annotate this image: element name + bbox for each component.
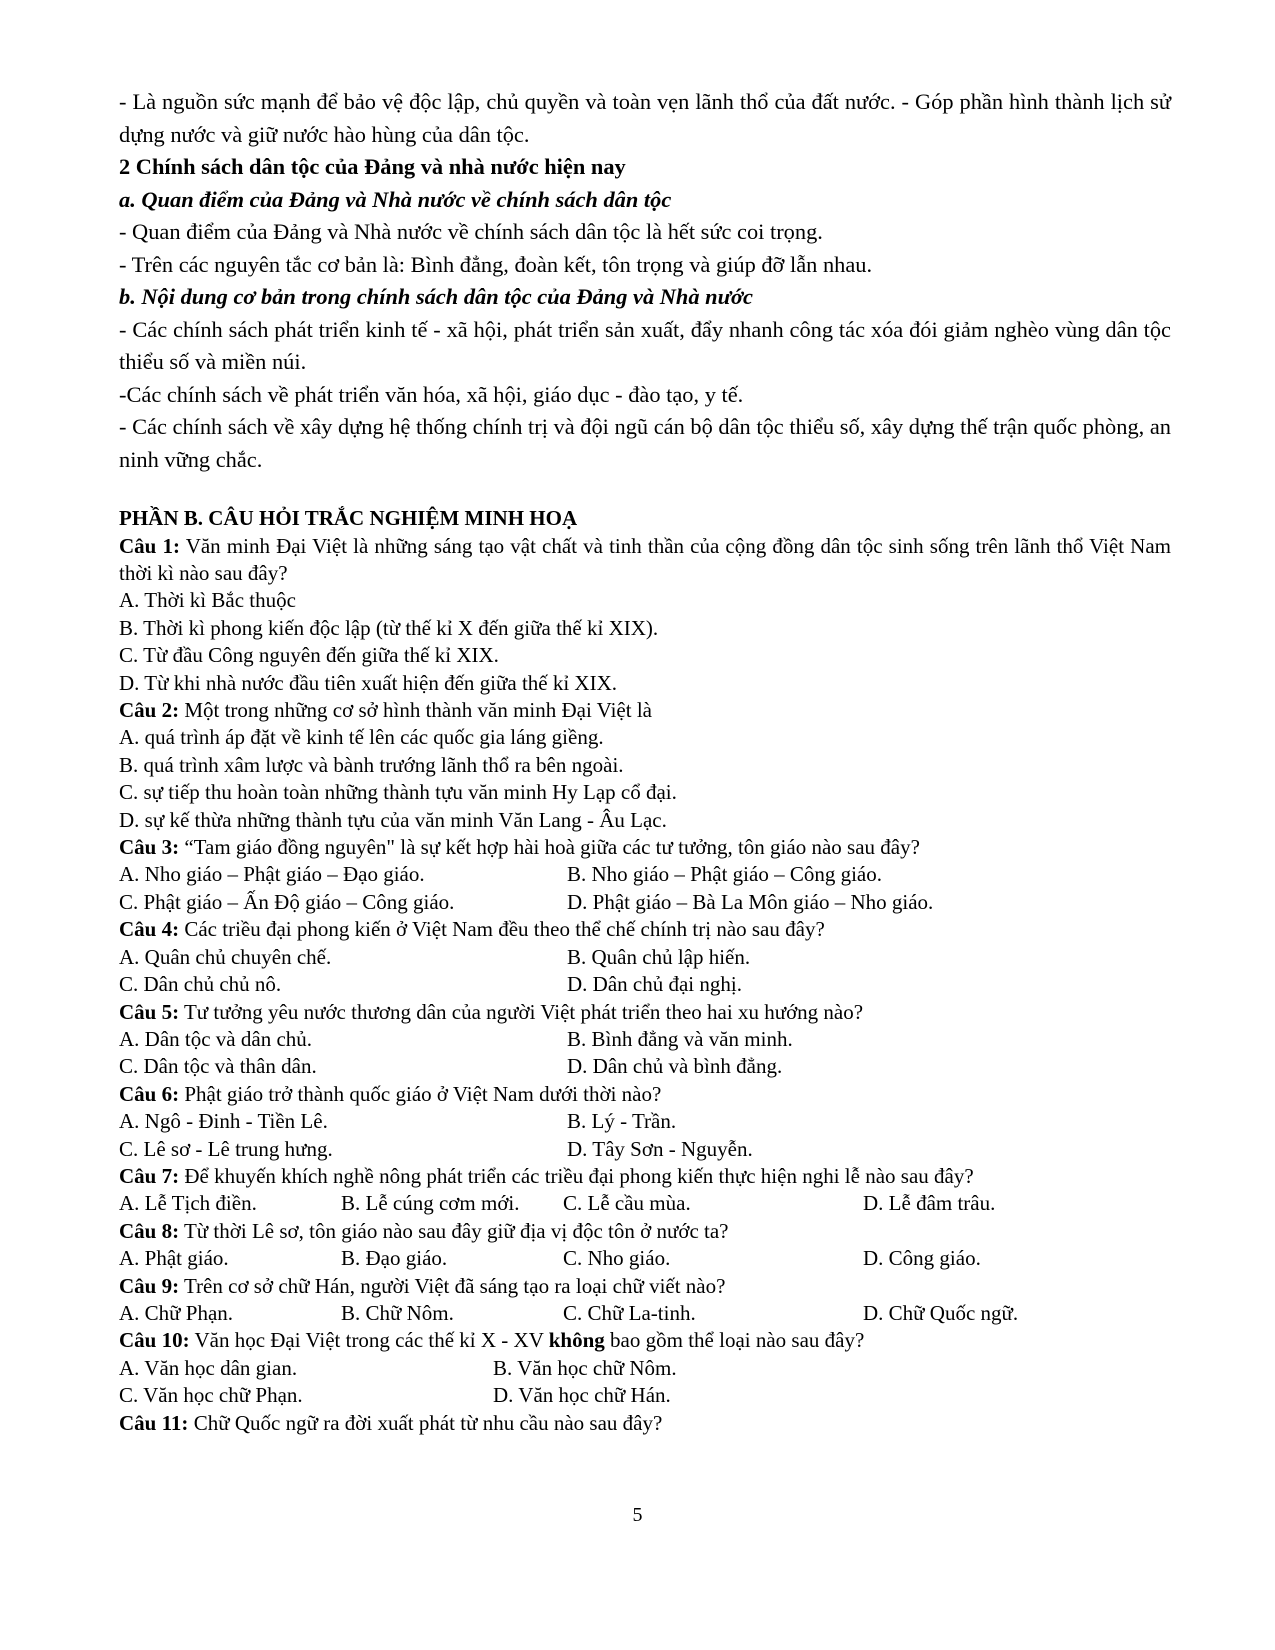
option-a: A. Ngô - Đinh - Tiền Lê. bbox=[119, 1109, 328, 1134]
paragraph: - Các chính sách về xây dựng hệ thống chính trị và đội ngũ cán bộ dân tộc thiểu số, xây dựng thế trận quốc phòng, an ninh vững chắc. bbox=[119, 414, 1171, 472]
question-label: Câu 11: bbox=[119, 1410, 189, 1435]
question-text: Phật giáo trở thành quốc giáo ở Việt Nam dưới thời nào? bbox=[179, 1081, 662, 1106]
question-text: Trên cơ sở chữ Hán, người Việt đã sáng tạo ra loại chữ viết nào? bbox=[179, 1273, 726, 1298]
question-text: Văn minh Đại Việt là những sáng tạo vật chất và tinh thần của cộng đồng dân tộc sinh sống trên lãnh thổ Việt Nam thời kì nào sau đây? bbox=[119, 533, 1171, 585]
question-text: Chữ Quốc ngữ ra đời xuất phát từ nhu cầu nào sau đây? bbox=[188, 1410, 663, 1435]
page-number: 5 bbox=[632, 1504, 643, 1526]
quiz-section bbox=[119, 504, 1171, 1437]
option-a: A. quá trình áp đặt về kinh tế lên các quốc gia láng giềng. bbox=[119, 725, 604, 750]
option-b: B. Đạo giáo. bbox=[341, 1246, 448, 1271]
question-11 bbox=[119, 1410, 1171, 1437]
option-d: D. Chữ Quốc ngữ. bbox=[863, 1300, 1019, 1325]
options-grid bbox=[119, 1108, 1171, 1163]
question-4 bbox=[119, 916, 1171, 943]
section-heading: 2 Chính sách dân tộc của Đảng và nhà nước hiện nay bbox=[119, 154, 626, 179]
options-grid bbox=[119, 1355, 1171, 1410]
option-c: C. Lê sơ - Lê trung hưng. bbox=[119, 1136, 333, 1161]
document-page bbox=[119, 86, 1171, 1437]
paragraph: - Trên các nguyên tắc cơ bản là: Bình đẳng, đoàn kết, tôn trọng và giúp đỡ lẫn nhau. bbox=[119, 251, 873, 277]
question-3 bbox=[119, 834, 1171, 861]
option-c: C. Lễ cầu mùa. bbox=[563, 1191, 691, 1216]
question-text: “Tam giáo đồng nguyên" là sự kết hợp hài hoà giữa các tư tưởng, tôn giáo nào sau đây? bbox=[179, 835, 920, 860]
option-b: B. Văn học chữ Nôm. bbox=[493, 1355, 677, 1380]
options-grid bbox=[119, 944, 1171, 999]
quiz-title: PHẦN B. CÂU HỎI TRẮC NGHIỆM MINH HOẠ bbox=[119, 506, 578, 530]
option-d: D. Dân chủ và bình đẳng. bbox=[567, 1054, 783, 1079]
option-b: B. Quân chủ lập hiến. bbox=[567, 944, 751, 969]
option-b: B. Bình đẳng và văn minh. bbox=[567, 1026, 793, 1051]
option-c: C. Dân chủ chủ nô. bbox=[119, 972, 282, 997]
option-c: C. Chữ La-tinh. bbox=[563, 1300, 696, 1325]
option-c: C. Phật giáo – Ấn Độ giáo – Công giáo. bbox=[119, 889, 455, 914]
question-label: Câu 4: bbox=[119, 917, 180, 942]
question-2 bbox=[119, 697, 1171, 724]
question-8 bbox=[119, 1218, 1171, 1245]
option-c: C. Văn học chữ Phạn. bbox=[119, 1383, 303, 1408]
option-a: A. Chữ Phạn. bbox=[119, 1300, 234, 1325]
option-a: A. Phật giáo. bbox=[119, 1246, 229, 1271]
subsection-heading-a: a. Quan điểm của Đảng và Nhà nước về chính sách dân tộc bbox=[119, 186, 672, 212]
subsection-heading-b: b. Nội dung cơ bản trong chính sách dân tộc của Đảng và Nhà nước bbox=[119, 284, 754, 309]
question-text: Để khuyến khích nghề nông phát triển các triều đại phong kiến thực hiện nghi lễ nào sau đây? bbox=[179, 1163, 974, 1188]
option-d: D. Dân chủ đại nghị. bbox=[567, 972, 742, 997]
paragraph: - Là nguồn sức mạnh để bảo vệ độc lập, chủ quyền và toàn vẹn lãnh thổ của đất nước. - Góp phần hình thành lịch sử dựng nước và giữ nước hào hùng của dân tộc. bbox=[119, 89, 1171, 147]
question-10 bbox=[119, 1327, 1171, 1354]
paragraph: - Các chính sách phát triển kinh tế - xã hội, phát triển sản xuất, đẩy nhanh công tác xóa đói giảm nghèo vùng dân tộc thiểu số và miền núi. bbox=[119, 316, 1171, 374]
option-d: D. Từ khi nhà nước đầu tiên xuất hiện đến giữa thế kỉ XIX. bbox=[119, 670, 618, 695]
question-1 bbox=[119, 533, 1171, 588]
question-label: Câu 10: bbox=[119, 1328, 190, 1353]
question-6 bbox=[119, 1081, 1171, 1108]
question-text: Văn học Đại Việt trong các thế kỉ X - XV bbox=[189, 1328, 549, 1353]
option-c: C. Dân tộc và thân dân. bbox=[119, 1054, 317, 1079]
question-9 bbox=[119, 1273, 1171, 1300]
option-c: C. Từ đầu Công nguyên đến giữa thế kỉ XIX. bbox=[119, 643, 499, 668]
option-d: D. Văn học chữ Hán. bbox=[493, 1383, 671, 1408]
option-a: A. Lễ Tịch điền. bbox=[119, 1191, 257, 1216]
options-grid bbox=[119, 1300, 1171, 1327]
option-b: B. Lý - Trần. bbox=[567, 1109, 677, 1134]
option-b: B. Chữ Nôm. bbox=[341, 1300, 454, 1325]
question-label: Câu 9: bbox=[119, 1273, 180, 1298]
paragraph: - Quan điểm của Đảng và Nhà nước về chính sách dân tộc là hết sức coi trọng. bbox=[119, 219, 823, 244]
section-ethnic-policy bbox=[119, 86, 1171, 476]
option-b: B. Thời kì phong kiến độc lập (từ thế kỉ X đến giữa thế kỉ XIX). bbox=[119, 615, 659, 640]
question-label: Câu 7: bbox=[119, 1163, 180, 1188]
question-label: Câu 3: bbox=[119, 835, 180, 860]
question-label: Câu 5: bbox=[119, 999, 180, 1024]
option-d: D. sự kế thừa những thành tựu của văn minh Văn Lang - Âu Lạc. bbox=[119, 807, 667, 832]
options-grid bbox=[119, 1245, 1171, 1272]
options-grid bbox=[119, 1190, 1171, 1217]
option-b: B. Nho giáo – Phật giáo – Công giáo. bbox=[567, 862, 882, 887]
emphasis-word: không bbox=[548, 1328, 605, 1353]
option-b: B. quá trình xâm lược và bành trướng lãnh thổ ra bên ngoài. bbox=[119, 752, 624, 777]
question-text: bao gồm thể loại nào sau đây? bbox=[604, 1328, 865, 1353]
option-c: C. sự tiếp thu hoàn toàn những thành tựu văn minh Hy Lạp cổ đại. bbox=[119, 780, 677, 805]
option-c: C. Nho giáo. bbox=[563, 1246, 671, 1271]
question-label: Câu 8: bbox=[119, 1218, 180, 1243]
question-5 bbox=[119, 999, 1171, 1026]
option-a: A. Văn học dân gian. bbox=[119, 1355, 298, 1380]
question-label: Câu 2: bbox=[119, 698, 180, 723]
options-grid bbox=[119, 861, 1171, 916]
option-a: A. Thời kì Bắc thuộc bbox=[119, 588, 296, 613]
option-d: D. Lễ đâm trâu. bbox=[863, 1191, 996, 1216]
question-7 bbox=[119, 1163, 1171, 1190]
question-text: Các triều đại phong kiến ở Việt Nam đều theo thể chế chính trị nào sau đây? bbox=[179, 917, 825, 942]
option-d: D. Tây Sơn - Nguyễn. bbox=[567, 1136, 753, 1161]
option-d: D. Công giáo. bbox=[863, 1246, 981, 1271]
options-grid bbox=[119, 1026, 1171, 1081]
option-b: B. Lễ cúng cơm mới. bbox=[341, 1191, 520, 1216]
option-d: D. Phật giáo – Bà La Môn giáo – Nho giáo. bbox=[567, 889, 934, 914]
question-text: Tư tưởng yêu nước thương dân của người Việt phát triển theo hai xu hướng nào? bbox=[179, 999, 864, 1024]
option-a: A. Quân chủ chuyên chế. bbox=[119, 944, 332, 969]
option-a: A. Dân tộc và dân chủ. bbox=[119, 1026, 313, 1051]
question-label: Câu 6: bbox=[119, 1081, 180, 1106]
question-label: Câu 1: bbox=[119, 533, 180, 558]
question-text: Một trong những cơ sở hình thành văn minh Đại Việt là bbox=[179, 698, 652, 723]
question-text: Từ thời Lê sơ, tôn giáo nào sau đây giữ địa vị độc tôn ở nước ta? bbox=[179, 1218, 729, 1243]
option-a: A. Nho giáo – Phật giáo – Đạo giáo. bbox=[119, 862, 425, 887]
paragraph: -Các chính sách về phát triển văn hóa, xã hội, giáo dục - đào tạo, y tế. bbox=[119, 381, 744, 407]
